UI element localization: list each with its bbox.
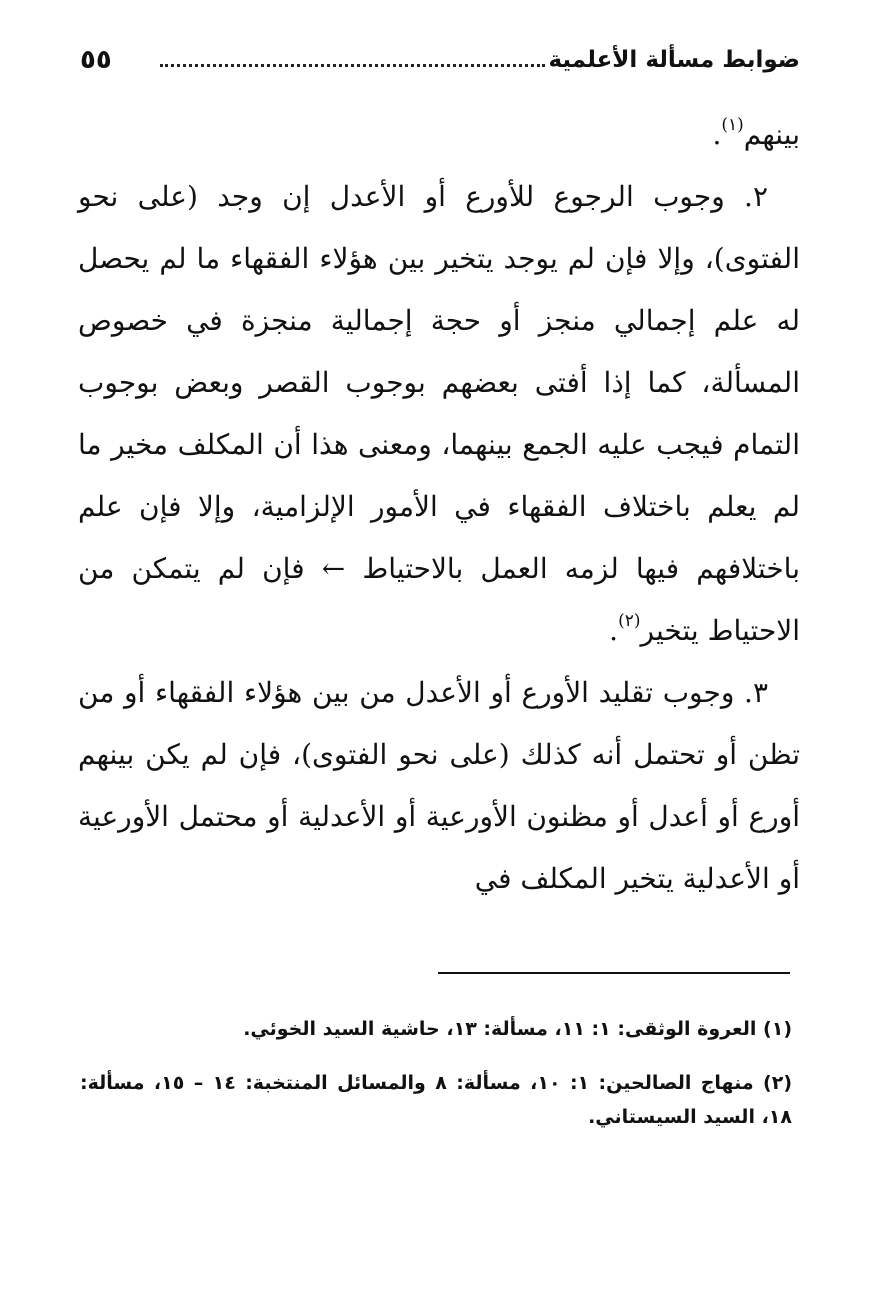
paragraph-3-text: ٣. وجوب تقليد الأورع أو الأعدل من بين هؤلاء الفقهاء أو من تظن أو تحتمل أنه كذلك (على نحو الفتوى)، فإن لم يكن بينهم أورع أو أعدل أو مظنون الأورعية أو الأعدلية أو محتمل الأورعية أو الأعدلية يتخير المكلف في bbox=[78, 676, 800, 895]
footnote-1: (١) العروة الوثقى: ١: ١١، مسألة: ١٣، حاشية السيد الخوئي. bbox=[243, 1018, 792, 1040]
paragraph-item-2 bbox=[78, 166, 800, 662]
main-text bbox=[78, 104, 800, 910]
running-header bbox=[80, 40, 800, 80]
footnote-ref-1[interactable]: (١) bbox=[721, 115, 744, 135]
footnote-2: (٢) منهاج الصالحين: ١: ١٠، مسألة: ٨ والمسائل المنتخبة: ١٤ – ١٥، مسألة: ١٨، السيد السيستاني. bbox=[80, 1072, 792, 1128]
page-number: ٥٥ bbox=[80, 45, 112, 75]
header-dot-leader bbox=[160, 54, 545, 67]
paragraph-continuation bbox=[78, 104, 800, 166]
footnote-separator bbox=[438, 972, 790, 974]
paragraph-2-text: ٢. وجوب الرجوع للأورع أو الأعدل إن وجد (على نحو الفتوى)، وإلا فإن لم يوجد يتخير بين هؤلاء الفقهاء ما لم يحصل له علم إجمالي منجز أو حجة إجمالية منجزة في خصوص المسألة، كما إذا أفتى بعضهم بوجوب القصر وبعض بوجوب التمام فيجب عليه الجمع بينهما، ومعنى هذا أن المكلف مخير ما لم يعلم باختلاف الفقهاء في الأمور الإلزامية، وإلا فإن علم باختلافهم فيها لزمه العمل بالاحتياط ← فإن لم يتمكن من الاحتياط يتخير bbox=[78, 180, 800, 647]
paragraph-2-end: . bbox=[609, 614, 619, 647]
paragraph-item-3 bbox=[78, 662, 800, 910]
footnotes bbox=[80, 1012, 792, 1154]
paragraph-1-text: بينهم bbox=[743, 118, 800, 151]
header-title: ضوابط مسألة الأعلمية bbox=[548, 47, 800, 73]
paragraph-1-end: . bbox=[712, 118, 722, 151]
footnote-ref-2[interactable]: (٢) bbox=[618, 611, 641, 631]
